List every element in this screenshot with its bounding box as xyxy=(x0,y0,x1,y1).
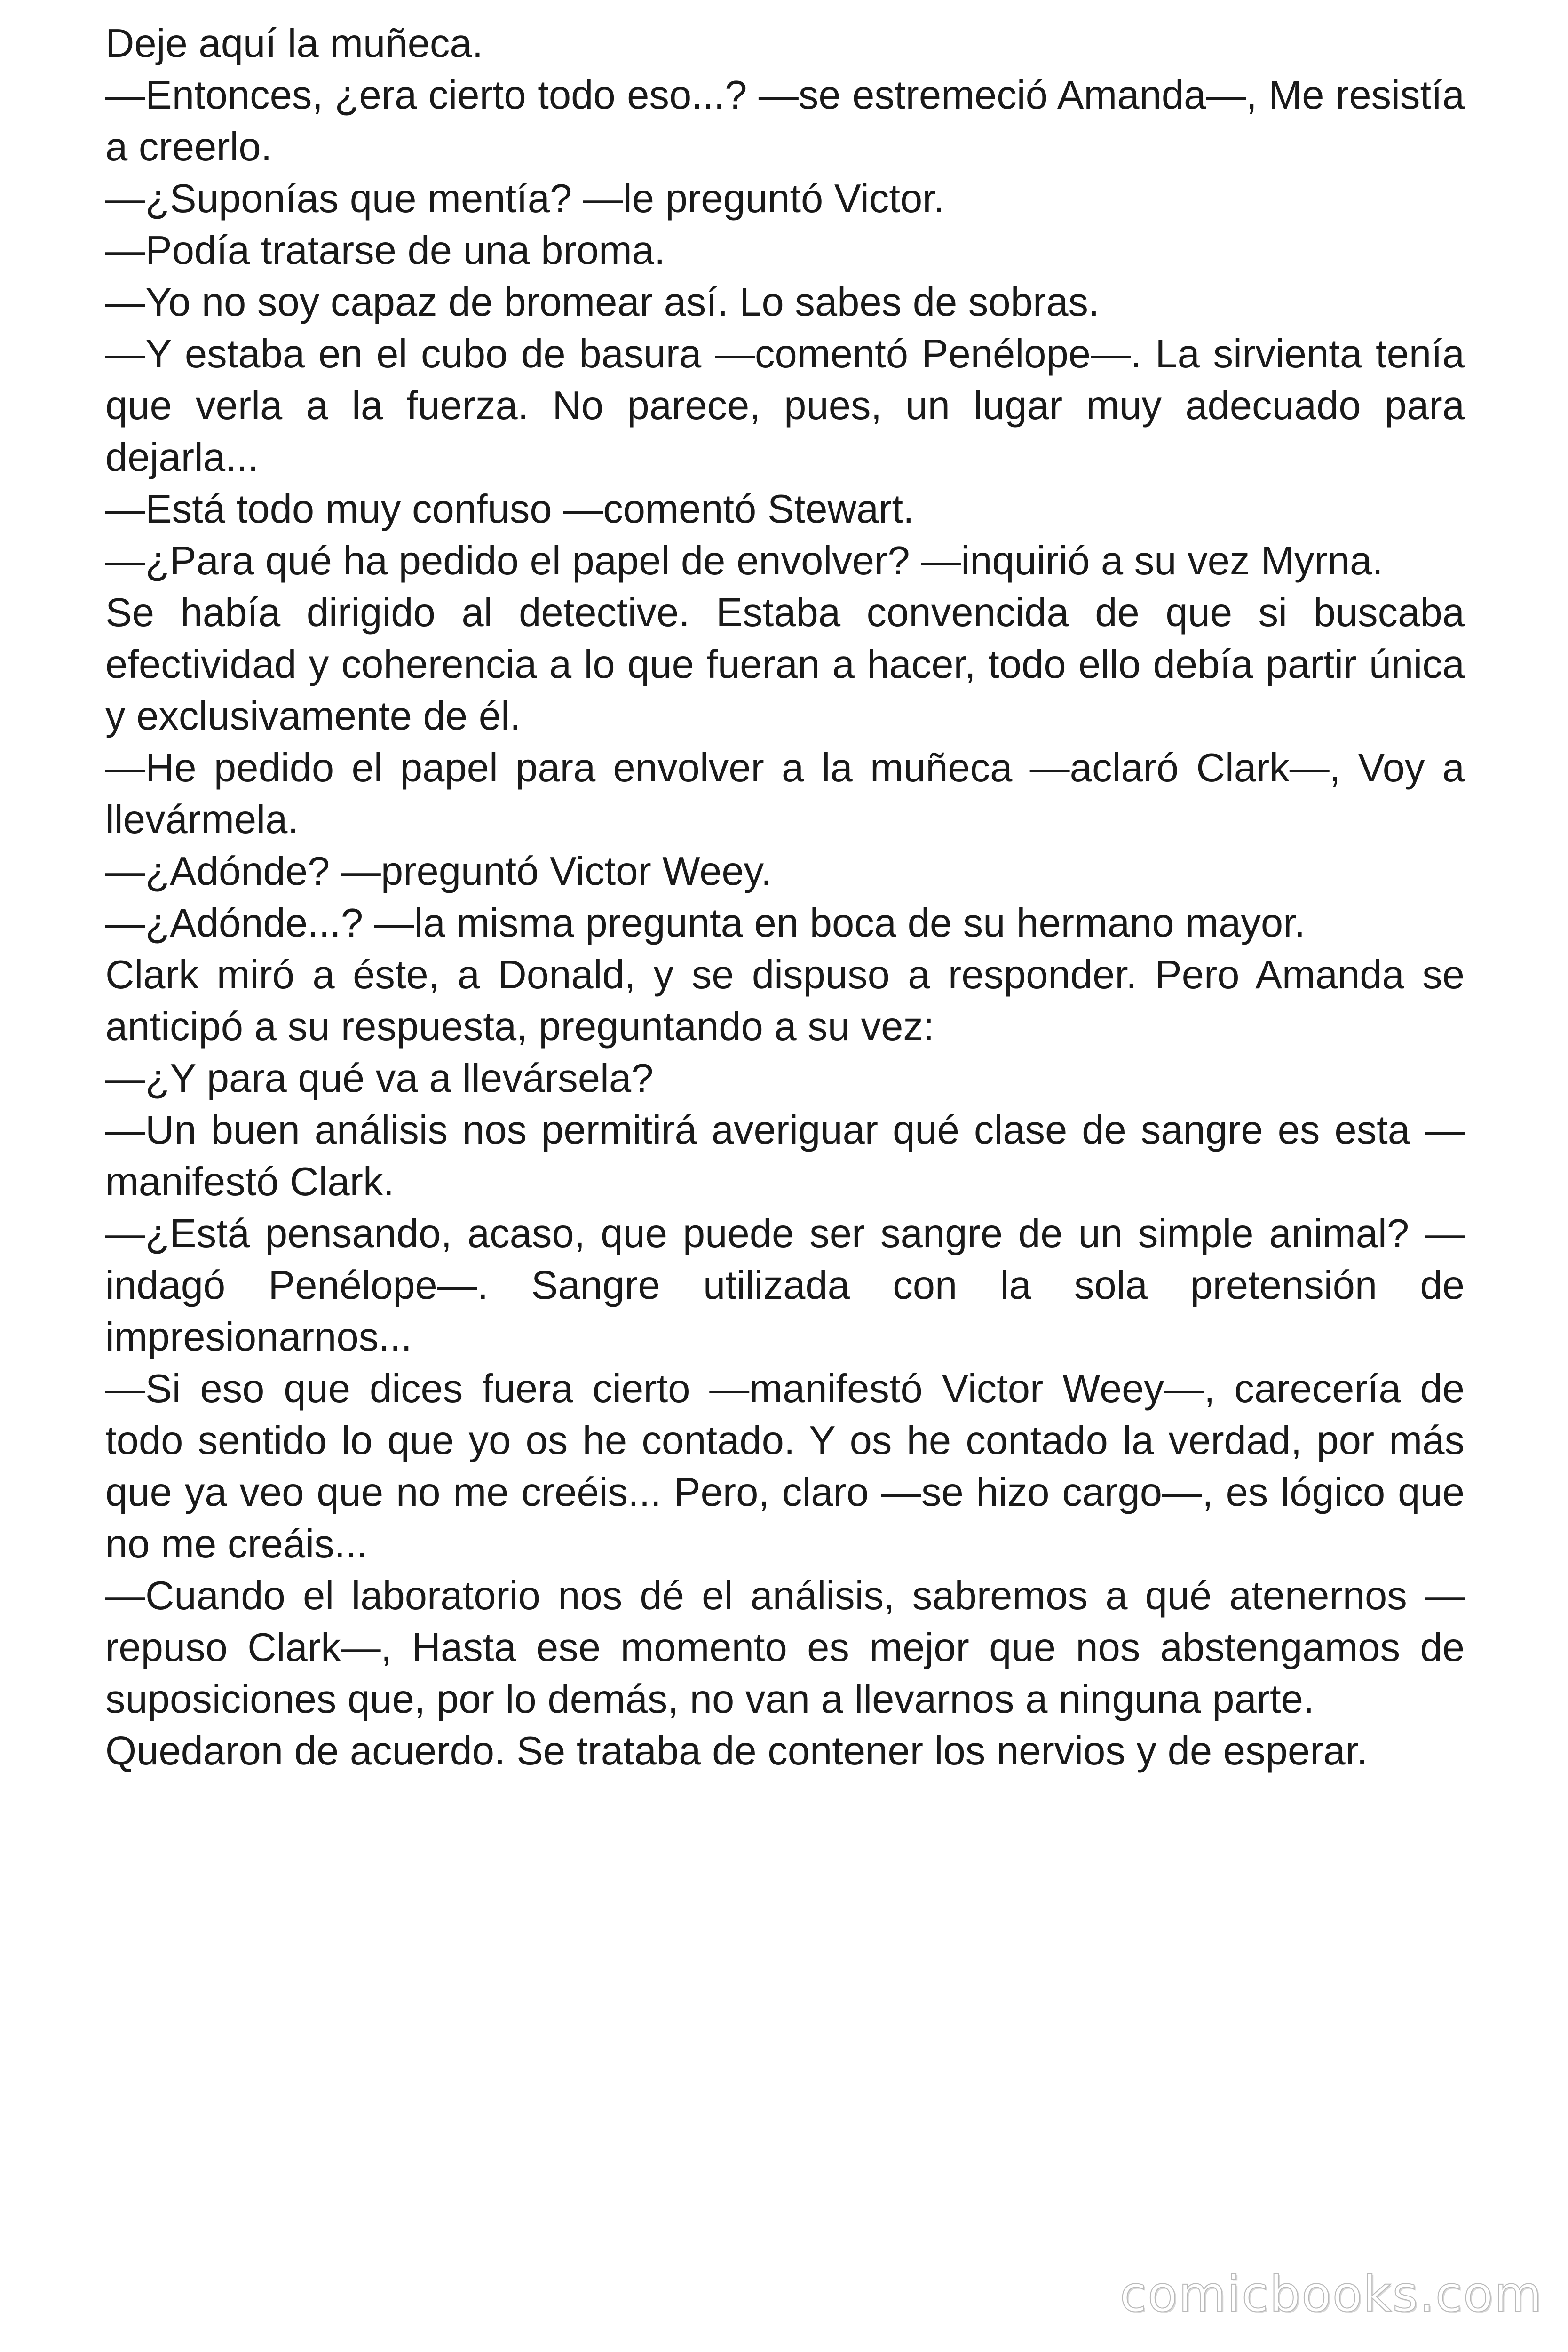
paragraph: —Si eso que dices fuera cierto —manifestó Victor Weey—, carecería de todo sentido lo que yo os he contado. Y os he contado la verdad, por más que ya veo que no me creéis... Pero, claro —se hizo cargo—, es lógico que no me creáis... xyxy=(105,1367,1465,1566)
paragraph: —Y estaba en el cubo de basura —comentó Penélope—. La sirvienta tenía que verla a la fuerza. No parece, pues, un lugar muy adecuado para dejarla... xyxy=(105,332,1465,480)
paragraph: —Yo no soy capaz de bromear así. Lo sabes de sobras. xyxy=(105,280,1100,325)
paragraph: —Cuando el laboratorio nos dé el análisis, sabremos a qué atenernos —repuso Clark—, Hasta ese momento es mejor que nos abstengamos de suposiciones que, por lo demás, no van a llevarnos a ninguna parte. xyxy=(105,1573,1465,1722)
paragraph: —¿Para qué ha pedido el papel de envolver? —inquirió a su vez Myrna. xyxy=(105,539,1383,583)
paragraph: Clark miró a éste, a Donald, y se dispuso a responder. Pero Amanda se anticipó a su respuesta, preguntando a su vez: xyxy=(105,953,1465,1049)
paragraph: —Podía tratarse de una broma. xyxy=(105,228,665,273)
paragraph: Deje aquí la muñeca. xyxy=(105,21,483,66)
paragraph: —¿Adónde...? —la misma pregunta en boca de su hermano mayor. xyxy=(105,901,1306,946)
body-text xyxy=(105,18,1465,1777)
paragraph: Quedaron de acuerdo. Se trataba de contener los nervios y de esperar. xyxy=(105,1729,1368,1773)
watermark-text: comicbooks.com xyxy=(1119,2265,1543,2323)
paragraph: —¿Adónde? —preguntó Victor Weey. xyxy=(105,849,772,894)
paragraph: —¿Suponías que mentía? —le preguntó Victor. xyxy=(105,176,945,221)
paragraph: —Entonces, ¿era cierto todo eso...? —se estremeció Amanda—, Me resistía a creerlo. xyxy=(105,73,1465,169)
paragraph: —¿Y para qué va a llevársela? xyxy=(105,1056,654,1101)
paragraph: —¿Está pensando, acaso, que puede ser sangre de un simple animal? —indagó Penélope—. Sangre utilizada con la sola pretensión de impresionarnos... xyxy=(105,1211,1465,1359)
paragraph: —Un buen análisis nos permitirá averiguar qué clase de sangre es esta —manifestó Clark. xyxy=(105,1108,1465,1204)
paragraph: —He pedido el papel para envolver a la muñeca —aclaró Clark—, Voy a llevármela. xyxy=(105,746,1465,842)
paragraph: —Está todo muy confuso —comentó Stewart. xyxy=(105,487,914,532)
paragraph: Se había dirigido al detective. Estaba convencida de que si buscaba efectividad y coherencia a lo que fueran a hacer, todo ello debía partir única y exclusivamente de él. xyxy=(105,590,1465,739)
